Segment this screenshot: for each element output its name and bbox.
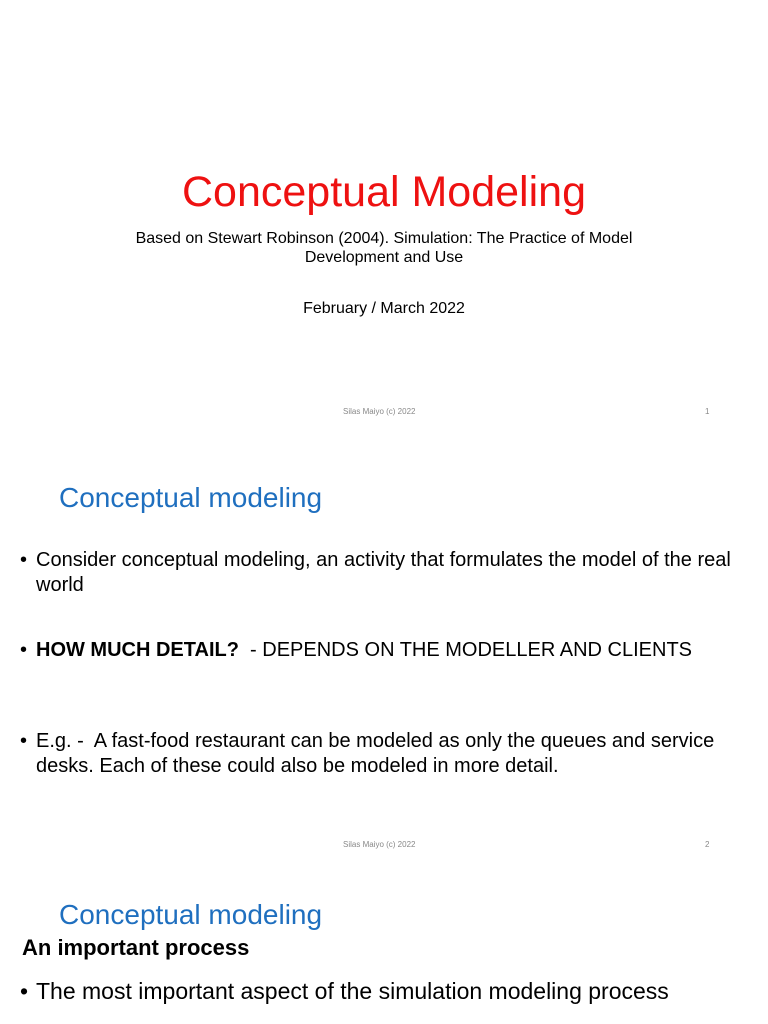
slide-page-number: 2 — [705, 840, 710, 849]
bullet-item — [20, 638, 740, 663]
bullet-item — [20, 976, 740, 1006]
bullet-icon: • — [20, 730, 28, 752]
bullet-item — [20, 729, 740, 779]
slide-subtitle: Based on Stewart Robinson (2004). Simulation: The Practice of Model Development and Use — [135, 230, 633, 266]
bullet-bold-text: HOW MUCH DETAIL? — [36, 639, 239, 661]
bullet-icon: • — [20, 549, 28, 571]
slide-title: Conceptual modeling — [59, 482, 323, 513]
slide-footer: Silas Maiyo (c) 2022 — [343, 407, 416, 416]
bullet-text: E.g. - A fast-food restaurant can be modeled as only the queues and service desks. Each of these could also be modeled in more detail. — [36, 730, 720, 777]
slide-subheading: An important process — [22, 935, 250, 960]
slide-title: Conceptual modeling — [59, 899, 323, 930]
slide-footer: Silas Maiyo (c) 2022 — [343, 840, 416, 849]
slide-2 — [0, 432, 768, 864]
bullet-text: - DEPENDS ON THE MODELLER AND CLIENTS — [238, 639, 692, 661]
slide-title: Conceptual Modeling — [182, 168, 586, 216]
slide-page-number: 1 — [705, 407, 710, 416]
bullet-text: Consider conceptual modeling, an activity that formulates the model of the real world — [36, 549, 731, 596]
slide-date: February / March 2022 — [303, 300, 465, 317]
bullet-item — [20, 548, 740, 598]
bullet-icon: • — [20, 978, 29, 1004]
bullet-text: The most important aspect of the simulation modeling process — [36, 978, 669, 1004]
bullet-icon: • — [20, 639, 28, 661]
slide-3 — [0, 864, 768, 1024]
slide-1 — [0, 0, 768, 432]
